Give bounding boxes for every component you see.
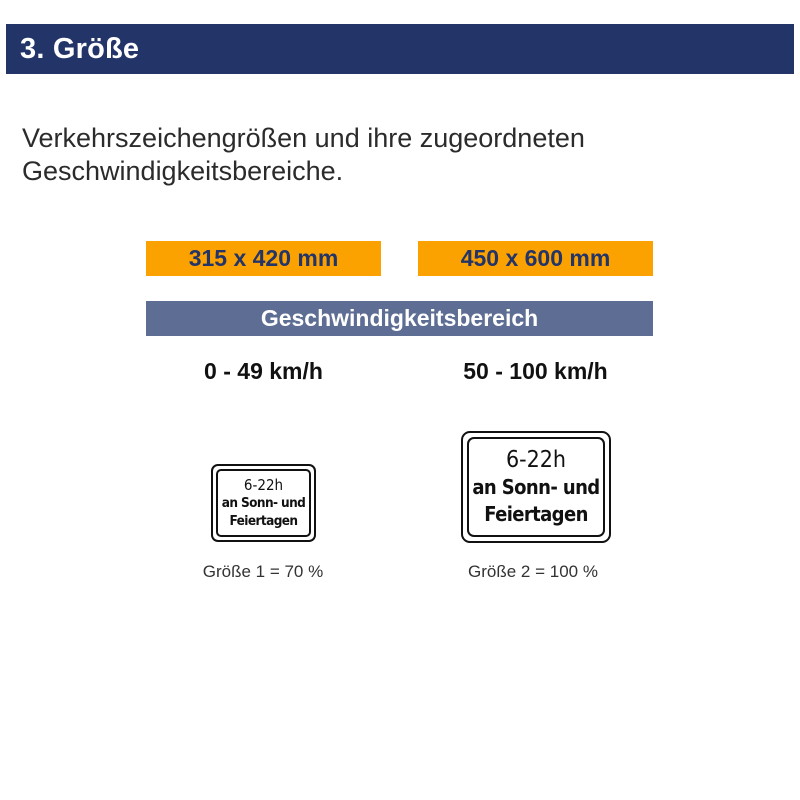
- size-large-text: 450 x 600 mm: [460, 245, 611, 271]
- section-title: 3. Größe: [20, 32, 140, 65]
- sign-small-line-3: Feiertagen: [229, 513, 298, 529]
- size-label-large: [418, 241, 653, 276]
- size-label-small: [146, 241, 381, 276]
- caption-size-2: Größe 2 = 100 %: [468, 562, 598, 581]
- speed-range-small: 0 - 49 km/h: [204, 358, 323, 384]
- speed-range-header: [146, 301, 653, 336]
- speed-range-large: 50 - 100 km/h: [463, 358, 608, 384]
- sign-large-line-2: an Sonn- und: [472, 474, 600, 499]
- intro-line-1: Verkehrszeichengrößen und ihre zugeordneten: [22, 123, 585, 153]
- intro-line-2: Geschwindigkeitsbereiche.: [22, 156, 344, 186]
- intro-text: [22, 122, 782, 188]
- traffic-sign-small: [211, 464, 316, 542]
- sign-large-line-3: Feiertagen: [484, 501, 588, 526]
- sign-small-line-2: an Sonn- und: [221, 495, 306, 511]
- traffic-sign-small-face: [216, 469, 311, 537]
- traffic-sign-large-face: [467, 437, 605, 537]
- sign-large-line-1: 6-22h: [505, 446, 567, 473]
- section-header: [6, 24, 794, 74]
- caption-size-1: Größe 1 = 70 %: [202, 562, 324, 581]
- sign-small-line-1: 6-22h: [243, 476, 284, 494]
- speed-range-label: Geschwindigkeitsbereich: [260, 305, 539, 331]
- size-small-text: 315 x 420 mm: [188, 245, 339, 271]
- traffic-sign-large: [461, 431, 611, 543]
